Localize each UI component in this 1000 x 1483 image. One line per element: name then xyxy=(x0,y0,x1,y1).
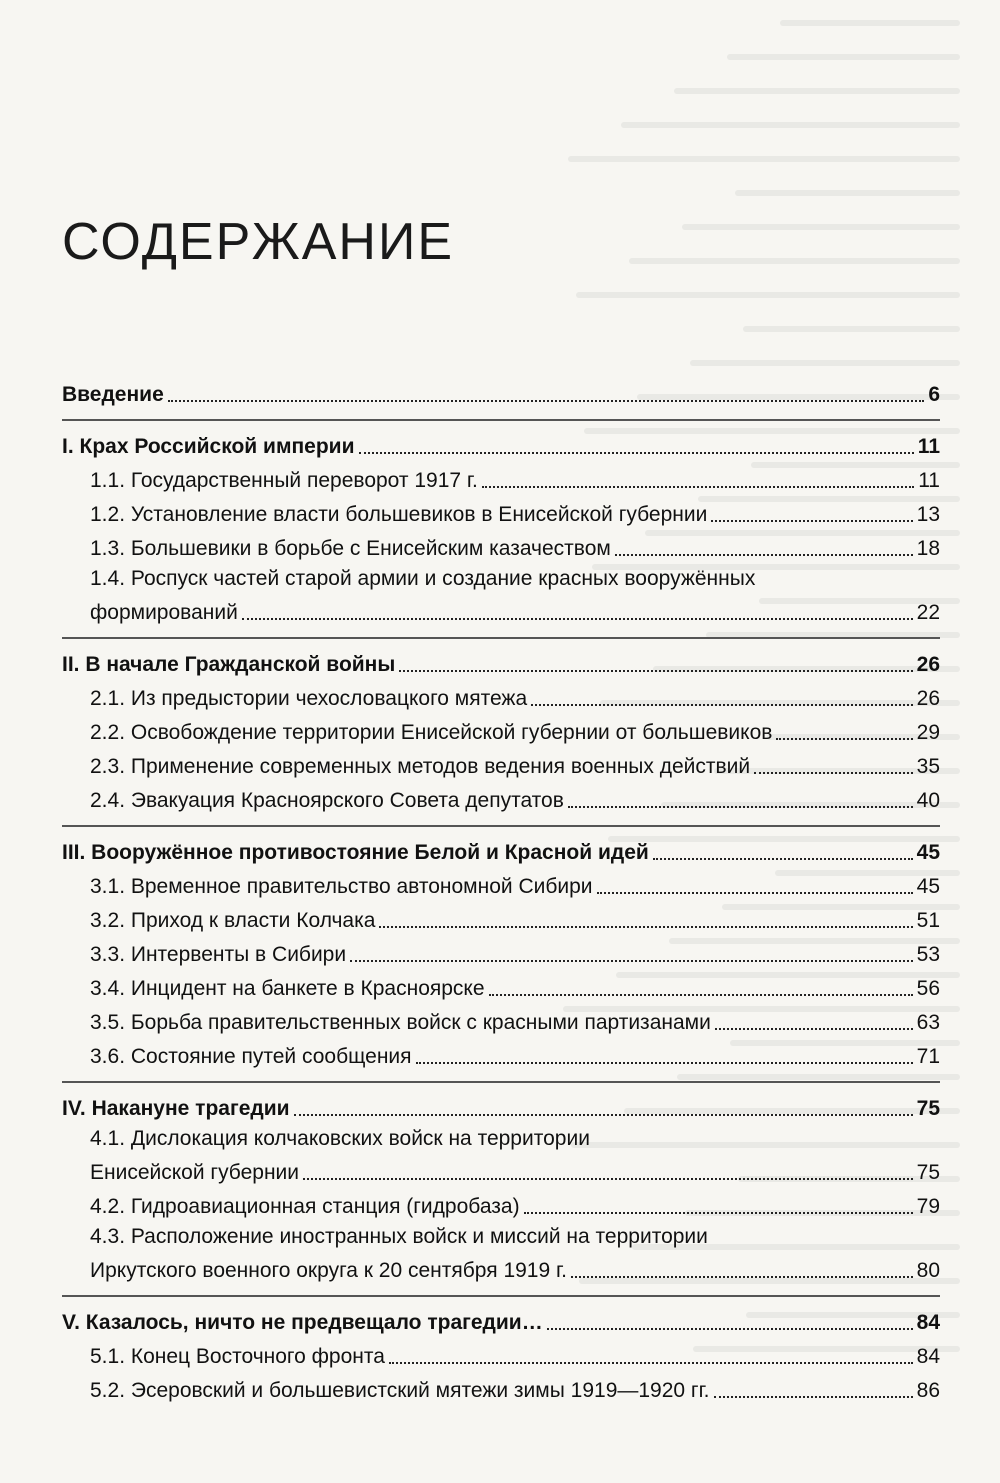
toc-page-number: 6 xyxy=(928,383,940,406)
leader-dots xyxy=(571,1276,913,1278)
toc-page-number: 40 xyxy=(916,789,940,812)
toc-page-number: 22 xyxy=(916,601,940,624)
toc-entry-label: 3.3. Интервенты в Сибири xyxy=(90,943,347,966)
toc-page-number: 71 xyxy=(916,1045,940,1068)
toc-page-number: 35 xyxy=(916,755,940,778)
toc-chapter-label: Введение xyxy=(62,383,164,406)
toc-page-number: 11 xyxy=(918,469,940,492)
leader-dots xyxy=(303,1178,913,1180)
ghost-line xyxy=(621,122,960,128)
leader-dots xyxy=(168,400,925,402)
table-of-contents xyxy=(62,375,940,1405)
toc-page-number: 45 xyxy=(916,841,940,864)
toc-entry[interactable] xyxy=(62,901,940,935)
leader-dots xyxy=(399,670,912,672)
leader-dots xyxy=(489,994,913,996)
toc-chapter[interactable] xyxy=(62,1303,940,1337)
toc-page-number: 45 xyxy=(916,875,940,898)
chapter-divider xyxy=(62,1081,940,1083)
toc-entry[interactable] xyxy=(62,935,940,969)
toc-entry-label: 2.2. Освобождение территории Енисейской губернии от большевиков xyxy=(90,721,773,744)
toc-page-number: 26 xyxy=(916,687,940,710)
ghost-line xyxy=(568,156,960,162)
leader-dots xyxy=(379,926,912,928)
leader-dots xyxy=(597,892,913,894)
toc-page-number: 86 xyxy=(916,1379,940,1402)
toc-entry-label: 1.2. Установление власти большевиков в Енисейской губернии xyxy=(90,503,708,526)
toc-entry-label: 3.5. Борьба правительственных войск с красными партизанами xyxy=(90,1011,711,1034)
toc-entry[interactable] xyxy=(62,713,940,747)
toc-entry[interactable] xyxy=(62,1221,940,1285)
toc-entry-label: 3.1. Временное правительство автономной Сибири xyxy=(90,875,593,898)
toc-entry-label: 2.3. Применение современных методов ведения военных действий xyxy=(90,755,751,778)
ghost-line xyxy=(727,54,960,60)
toc-chapter-label: I. Крах Российской империи xyxy=(62,435,355,458)
leader-dots xyxy=(653,858,913,860)
toc-entry[interactable] xyxy=(62,1003,940,1037)
toc-entry-label: 5.2. Эсеровский и большевистский мятежи зимы 1919—1920 гг. xyxy=(90,1379,710,1402)
toc-entry[interactable] xyxy=(62,781,940,815)
toc-page-number: 75 xyxy=(916,1161,940,1184)
toc-entry-label: 1.1. Государственный переворот 1917 г. xyxy=(90,469,478,492)
toc-entry-label: Иркутского военного округа к 20 сентября 1919 г. xyxy=(90,1259,567,1282)
toc-chapter[interactable] xyxy=(62,833,940,867)
leader-dots xyxy=(531,704,912,706)
leader-dots xyxy=(547,1328,913,1330)
ghost-line xyxy=(780,20,960,26)
toc-page-number: 63 xyxy=(916,1011,940,1034)
leader-dots xyxy=(568,806,913,808)
leader-dots xyxy=(242,618,913,620)
toc-entry[interactable] xyxy=(62,747,940,781)
ghost-line xyxy=(743,326,960,332)
toc-page-number: 79 xyxy=(916,1195,940,1218)
toc-chapter-label: IV. Накануне трагедии xyxy=(62,1097,290,1120)
ghost-line xyxy=(629,258,960,264)
toc-entry[interactable] xyxy=(62,1037,940,1071)
toc-entry[interactable] xyxy=(62,867,940,901)
toc-entry[interactable] xyxy=(62,1123,940,1187)
toc-page-number: 18 xyxy=(916,537,940,560)
toc-entry[interactable] xyxy=(62,1337,940,1371)
toc-entry-label: 2.4. Эвакуация Красноярского Совета депутатов xyxy=(90,789,564,812)
leader-dots xyxy=(715,1028,913,1030)
leader-dots xyxy=(482,486,914,488)
leader-dots xyxy=(524,1212,913,1214)
leader-dots xyxy=(416,1062,913,1064)
toc-entry[interactable] xyxy=(62,529,940,563)
toc-chapter[interactable] xyxy=(62,375,940,409)
toc-entry-label: формирований xyxy=(90,601,238,624)
chapter-divider xyxy=(62,419,940,421)
toc-page-number: 84 xyxy=(916,1311,940,1334)
leader-dots xyxy=(714,1396,913,1398)
toc-entry[interactable] xyxy=(62,679,940,713)
chapter-divider xyxy=(62,825,940,827)
toc-entry-label: 4.2. Гидроавиационная станция (гидробаза) xyxy=(90,1195,520,1218)
toc-page-number: 11 xyxy=(917,435,940,458)
toc-entry-label: 1.3. Большевики в борьбе с Енисейским казачеством xyxy=(90,537,611,560)
leader-dots xyxy=(776,738,912,740)
toc-entry-label: 1.4. Роспуск частей старой армии и создание красных вооружённых xyxy=(90,567,756,590)
toc-page-number: 51 xyxy=(916,909,940,932)
toc-chapter[interactable] xyxy=(62,1089,940,1123)
toc-page-number: 26 xyxy=(916,653,940,676)
leader-dots xyxy=(615,554,913,556)
leader-dots xyxy=(350,960,913,962)
leader-dots xyxy=(389,1362,913,1364)
toc-entry-label: 4.1. Дислокация колчаковских войск на территории xyxy=(90,1127,590,1150)
toc-entry[interactable] xyxy=(62,495,940,529)
toc-chapter-label: V. Казалось, ничто не предвещало трагедии… xyxy=(62,1311,543,1334)
toc-page-number: 29 xyxy=(916,721,940,744)
leader-dots xyxy=(711,520,912,522)
chapter-divider xyxy=(62,637,940,639)
ghost-line xyxy=(576,292,960,298)
ghost-line xyxy=(690,360,960,366)
leader-dots xyxy=(294,1114,913,1116)
toc-entry[interactable] xyxy=(62,969,940,1003)
toc-page-number: 56 xyxy=(916,977,940,1000)
toc-entry-label: 3.6. Состояние путей сообщения xyxy=(90,1045,412,1068)
toc-entry[interactable] xyxy=(62,563,940,627)
toc-chapter[interactable] xyxy=(62,645,940,679)
toc-chapter-label: II. В начале Гражданской войны xyxy=(62,653,396,676)
toc-page-number: 84 xyxy=(916,1345,940,1368)
toc-chapter[interactable] xyxy=(62,427,940,461)
chapter-divider xyxy=(62,1295,940,1297)
ghost-line xyxy=(674,88,960,94)
ghost-line xyxy=(735,190,960,196)
leader-dots xyxy=(359,452,914,454)
toc-entry-label: 5.1. Конец Восточного фронта xyxy=(90,1345,385,1368)
toc-entry-label: 3.4. Инцидент на банкете в Красноярске xyxy=(90,977,485,1000)
page-title: СОДЕРЖАНИЕ xyxy=(62,213,455,271)
toc-entry-label: 4.3. Расположение иностранных войск и миссий на территории xyxy=(90,1225,708,1248)
leader-dots xyxy=(754,772,913,774)
toc-page-number: 80 xyxy=(916,1259,940,1282)
toc-entry[interactable] xyxy=(62,1371,940,1405)
toc-page-number: 53 xyxy=(916,943,940,966)
toc-chapter-label: III. Вооружённое противостояние Белой и Красной идей xyxy=(62,841,649,864)
toc-entry[interactable] xyxy=(62,461,940,495)
ghost-line xyxy=(682,224,960,230)
toc-page-number: 75 xyxy=(916,1097,940,1120)
toc-entry[interactable] xyxy=(62,1187,940,1221)
toc-page-number: 13 xyxy=(916,503,940,526)
toc-entry-label: Енисейской губернии xyxy=(90,1161,300,1184)
toc-entry-label: 3.2. Приход к власти Колчака xyxy=(90,909,376,932)
toc-entry-label: 2.1. Из предыстории чехословацкого мятежа xyxy=(90,687,528,710)
